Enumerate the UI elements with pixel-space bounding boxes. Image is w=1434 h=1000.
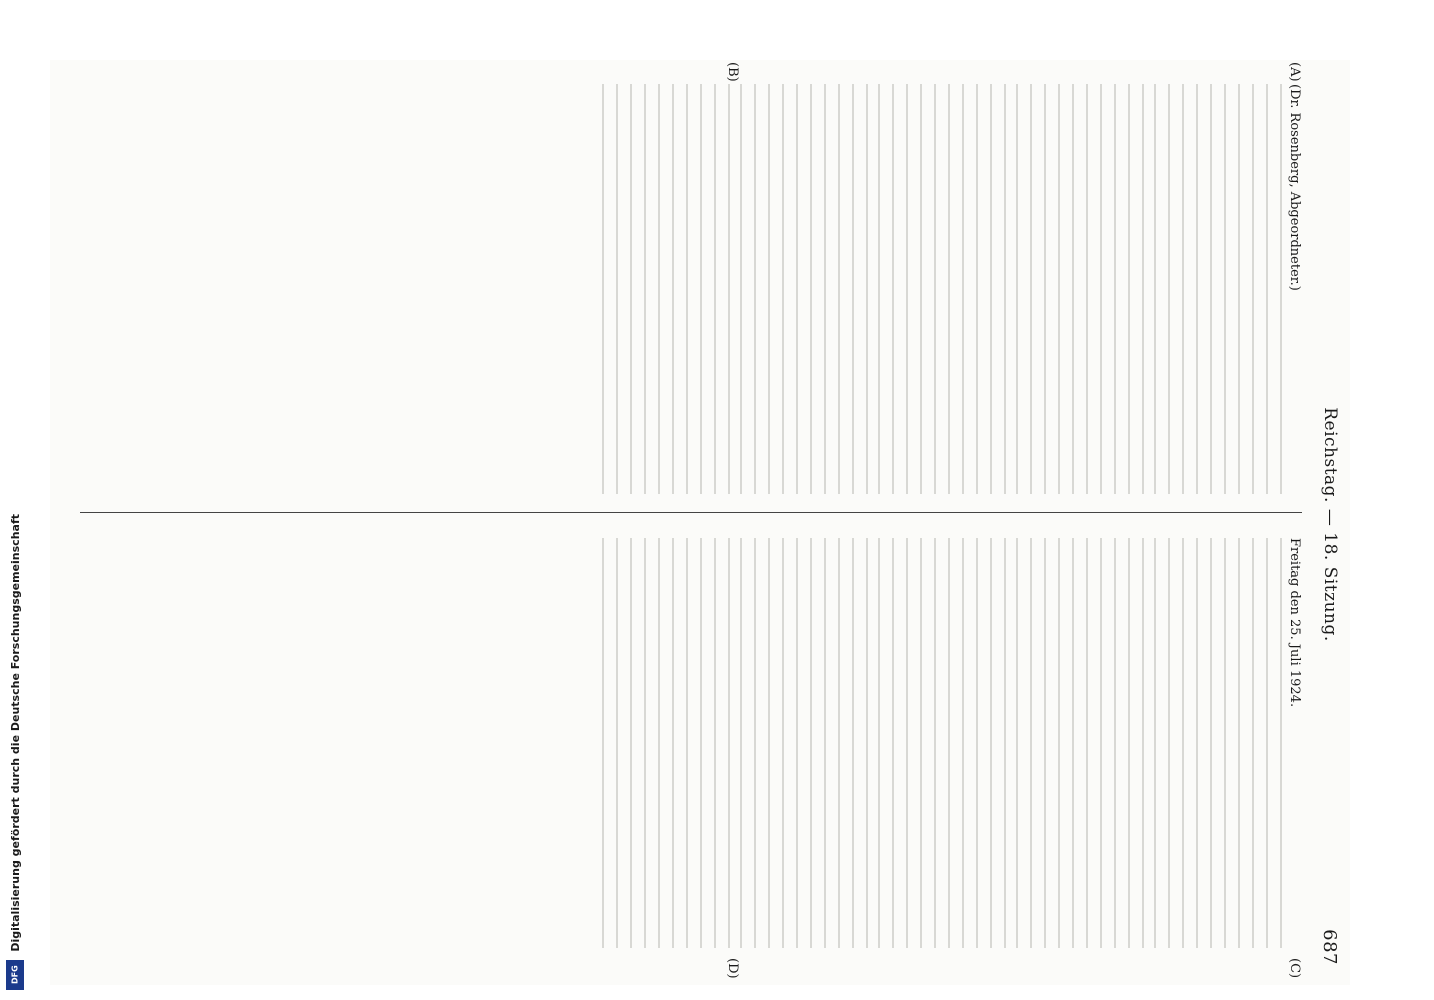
left-paragraph	[736, 84, 868, 494]
right-paragraph	[1150, 538, 1282, 948]
margin-marker-c: (C)	[1287, 958, 1302, 979]
margin-marker-a: (A)	[1287, 62, 1302, 82]
speaker-label: (Dr. Rosenberg, Abgeordneter.)	[1287, 84, 1302, 291]
date-header: Freitag den 25. Juli 1924.	[1287, 538, 1302, 708]
left-paragraph	[1012, 84, 1144, 494]
margin-marker-d: (D)	[725, 958, 740, 979]
document-page	[50, 60, 1350, 985]
session-header: Reichstag. — 18. Sitzung.	[1320, 407, 1340, 642]
left-paragraph	[598, 84, 730, 494]
dfg-logo-icon: DFG	[6, 960, 24, 990]
right-column	[592, 538, 1302, 948]
funding-note: Digitalisierung gefördert durch die Deutsche Forschungsgemeinschaft	[8, 514, 22, 952]
funding-footer	[4, 30, 26, 990]
margin-marker-b: (B)	[725, 62, 740, 82]
left-paragraph	[1150, 84, 1282, 494]
right-paragraph	[874, 538, 1006, 948]
running-header	[1312, 84, 1340, 965]
right-paragraph	[736, 538, 868, 948]
page-number: 687	[1319, 929, 1340, 965]
right-paragraph	[1012, 538, 1144, 948]
column-divider	[80, 512, 1302, 513]
left-paragraph	[874, 84, 1006, 494]
right-paragraph	[598, 538, 730, 948]
left-column	[592, 84, 1302, 494]
